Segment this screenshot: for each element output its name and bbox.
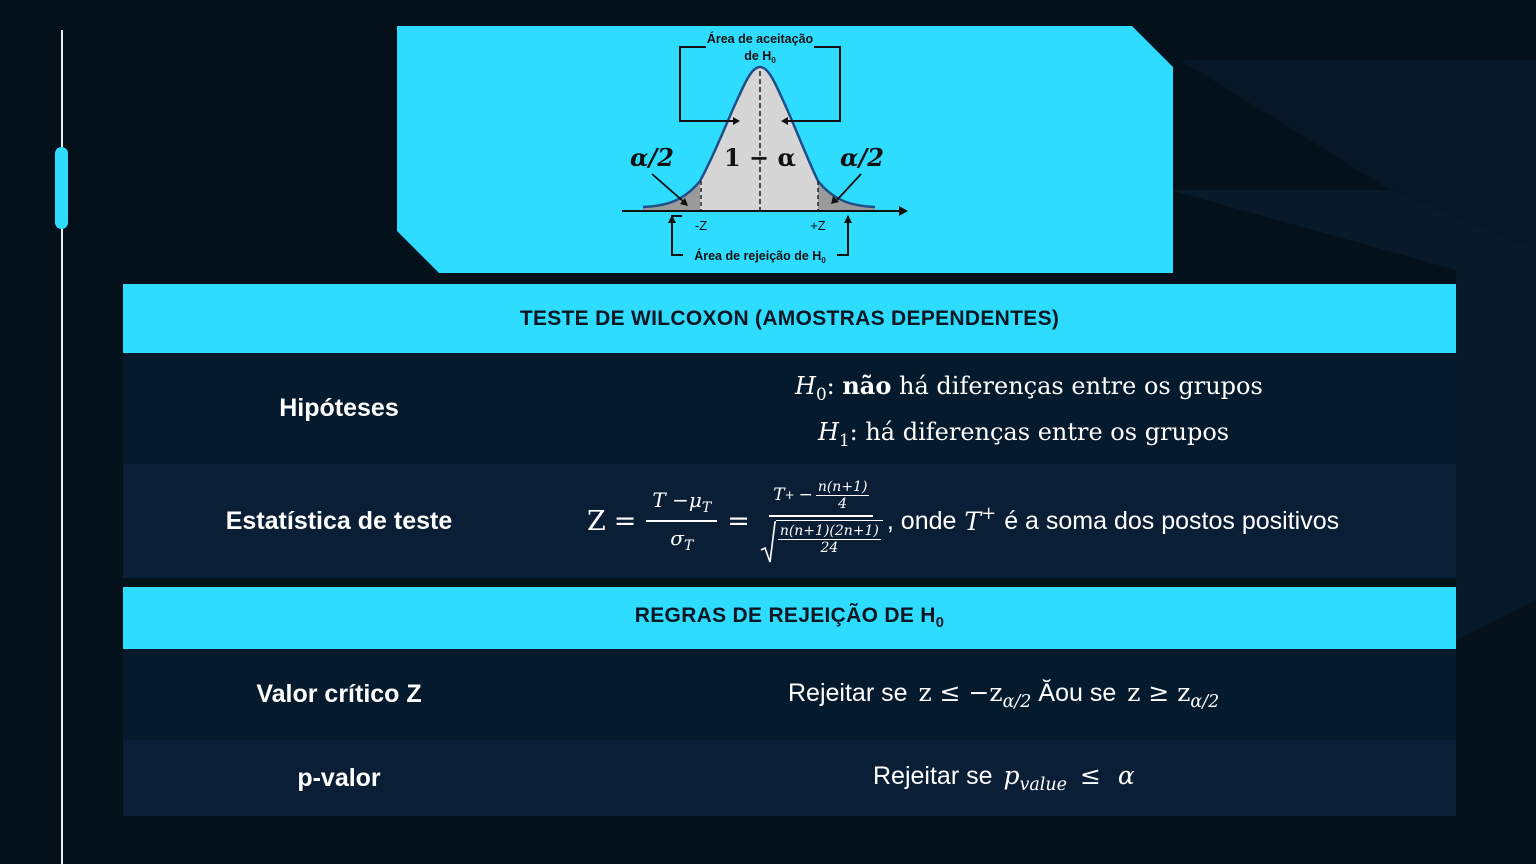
- p-value-rule: Rejeitar se $p_{value} \le \alpha$: [873, 761, 1135, 795]
- neg-z-label: -Z: [694, 218, 708, 233]
- slide-indicator: [55, 147, 68, 229]
- p-value-row: [123, 740, 1456, 816]
- normal-distribution-figure: [397, 26, 1173, 273]
- right-tail-label: α/2: [840, 143, 884, 172]
- statistic-label: Estatística de teste: [225, 506, 453, 535]
- h1-line: $H_1$: há diferenças entre os grupos: [818, 417, 1230, 450]
- statistic-row: [123, 464, 1456, 578]
- acceptance-label: Área de aceitação: [706, 32, 814, 46]
- acceptance-label-h0: de $H_0$: [744, 49, 776, 65]
- sqrt-icon: [760, 520, 776, 564]
- critical-value-label: Valor crítico Z: [256, 680, 422, 708]
- hypotheses-content: [555, 363, 1456, 455]
- pos-z-label: +Z: [810, 218, 826, 233]
- center-area-label: 1 − α: [724, 143, 796, 172]
- fraction-wilcoxon: T + − $\frac{n(n+1)}{4}$ n(n+1)(2n+1) 24: [760, 479, 883, 564]
- left-tail-label: α/2: [630, 143, 674, 172]
- section2-title: REGRAS DE REJEIÇÃO DE $H_0$: [634, 604, 945, 632]
- hypotheses-label: Hipóteses: [279, 394, 399, 422]
- rejection-label: Área de rejeição de $H_0$: [694, 249, 826, 265]
- h0-line: $H_0$: não há diferenças entre os grupos: [795, 370, 1263, 404]
- statistic-formula: Z = $\frac{T -\mu_T}{\sigma_T}$ = T + − $\frac{n(n+1)}{4}$ n(n+1)(2n+1) 24 , onde T + é a soma dos postos positivos: [555, 479, 1456, 564]
- critical-value-rule: Rejeitar se $z \le -z_{\alpha/2}$ Ăou se $z \ge z_{\alpha/2}$: [788, 677, 1220, 712]
- section-header-wilcoxon: [123, 284, 1456, 353]
- section-header-rejection: [123, 587, 1456, 649]
- section-title: TESTE DE WILCOXON (AMOSTRAS DEPENDENTES): [519, 306, 1060, 330]
- hypotheses-row: [123, 353, 1456, 464]
- p-value-label: p-valor: [297, 763, 381, 792]
- fraction-z: $\frac{T -\mu_T}{\sigma_T}$: [646, 488, 717, 554]
- critical-value-row: [123, 649, 1456, 740]
